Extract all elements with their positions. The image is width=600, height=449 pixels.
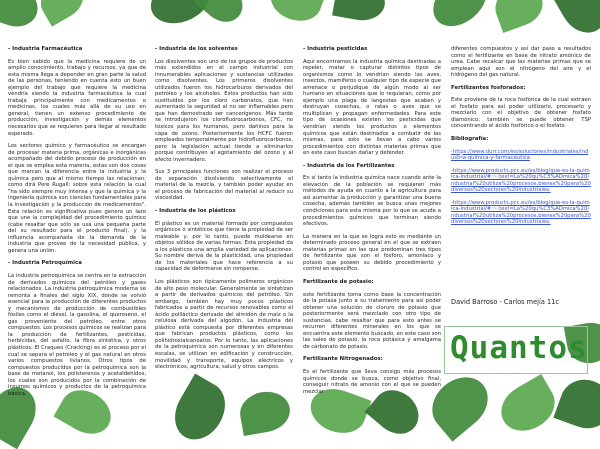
heading-potasio: Fertilizante de potasio: xyxy=(303,278,374,285)
paragraph: En sí tanto la industria química nace cuando ante la elevación de la población se requieren más métodos de ayuda en cuanto a la agricultura para así aumentar la producción y garantizar una buena cosecha, además también se busca unas mejores condiciones para esta misma por lo que se acude a procedimientos químicos que terminan siendo efectivos. xyxy=(303,175,441,228)
bibliography-link-3[interactable]: -https://www.products.pcc.eu/es/blog/que-es-la-quimica-industrial/#:~:text=La%20qu%C3%ADmica%20industrial%20utiliza%20procesos,bienes%20para%20diversos%20sectores%20industriales. xyxy=(451,199,591,226)
paragraph: La industria petroquímica se centra en la extracción de derivados químicos del petróleo y gases relacionados. La industria petroquímica moderna se remonta a finales del siglo XIX, donde se volvió esencial para la producción de diferentes productos y mecanismos de producción de combustibles fósiles como el diésel, la gasolina, el queroseno, el gas proveniente del petróleo, entre otros compuestos. Los procesos químicos se realizan para la producción de fertilizantes, pesticidas, herbicidas, del asfalto, la fibra sintética, y otros plásticos. El Craqueo (Cracking) es el proceso por el cual se separa el petróleo y el gas natural en otros varios compuestos livianos. Otros tipos de compuestos producidos por la petroquímica son la base de metanol, los polisterenos y acetaldehídos, los cuales son producidos por la combinación de insumos químicos y productos de la petroquímica básica. xyxy=(8,272,146,397)
paragraph: diferentes compuestos y así dar paso a resultados como el fertilizante en base de nitrato amónico de urea. Cabe recalcar que las materias primas que se emplean aquí son el nitrógeno del aire y el hidrógeno del gas natural. xyxy=(451,46,591,79)
heading-petroquimica: - Industria Petroquímica xyxy=(8,260,82,267)
column-3 xyxy=(303,46,441,401)
paragraph: este fertilizante toma como base la concentración de la potasa junto a su tratamiento para así poder obtener una solución de cloruro de potasio que posteriormente será mezclado con otro tipo de sustancias, cabe resaltar que para esto antes se recurren diferentes minerales en los que se encuentra este elemento buscado, en este caso son las sales de potasio, la roca potásica y amalgama de carbonato de potasio. xyxy=(303,291,441,350)
column-4 xyxy=(451,46,591,232)
heading-pesticidas: - Industria pesticidas xyxy=(303,46,368,52)
heading-plasticos: - Industria de los plásticos xyxy=(155,208,236,215)
heading-solventes: - Industria de los solventes xyxy=(155,46,238,52)
brand-logo: Quantos xyxy=(450,330,588,366)
heading-fosforados: Fertilizantes fosforados: xyxy=(451,84,526,91)
paragraph: Los plásticos son típicamente polímeros orgánicos de alto peso molecular. Generalmente se sintetizan a partir de derivados químicos del petróleo. Sin embargo, también hay muy pocos plásticos fabricados a partir de recursos renovables como el ácido poliláctico derivado del almidón de maíz o la celulosa derivada del algodón. La industria del plástico está compuesta por diferentes empresas que fabrican productos plásticos, como los polihidroxialcanoatos. Por lo tanto, las aplicaciones de la petroquímica son numerosas y en diferentes escalas, se utilizan en edificación y construcción, movilidad y transporte, equipos eléctricos y electrónicos, agricultura, salud y otros campos. xyxy=(155,278,293,371)
paragraph: Este proviene de la roca fosfórica de la cual extraen el fosfato para así poder utilizarlo, procesarlo y mezclarlo con el objetivo de obtener fosfato diamónico; también se puede obtener TSP concentrando el ácido fosfórico o el fosfato. xyxy=(451,97,591,130)
paragraph: Aquí encontramos la industria química destinadas a repeler, matar o capturar distintos tipos de organismos como lo vendrían siendo las aves, insectos, mamíferos o cualquier tipo de especie que amenace o perjudique de algún modo al ser humano en situaciones que lo requieran, como por ejemplo una plaga de langostas que acaben y destruyan cosechas, o ratas o aves que se multiplican y propagan enfermedades. Para este tipo de ocasiones existen los pesticidas que vendrían siendo los productos o elementos químicos que están destinados a combatir de las mismas, para esto se llevan a cabo varios procedimientos con distintas materias primas que en este caso buscan dañar y defender. xyxy=(303,58,441,157)
paragraph: El plástico es un material formado por compuestos orgánicos o sintéticos que tiene la propiedad de ser maleable y, por lo tanto, puede moldearse en objetos sólidos de varias formas. Esta propiedad da a los plásticos una amplia variedad de aplicaciones. Su nombre deriva de la plasticidad, una propiedad de los materiales que hace referencia a su capacidad de deformarse sin romperse. xyxy=(155,220,293,273)
column-1 xyxy=(8,46,146,403)
paragraph: La manera en la que se logra esto es mediante un determinado proceso general en el que se extraen materias primas en las que predominan tres tipos de fertilizante que son el fósforo, amoníaco y potasio que poseen su debido procedimiento y control en específico. xyxy=(303,233,441,273)
heading-fertilizantes: - Industria de los Fertilizantes xyxy=(303,162,395,169)
paragraph: Es bien sabido que la medicina requiere de un amplio conocimiento, trabajo y recursos, ya que de esta misma llega a depender en gran parte la salud de las personas, teniendo en cuenta esto un buen ejemplo del trabajo que requiere la medicina vendría siendo la industria farmacéutica la cual trabaja principalmente con medicamentos o medicinas, los cuales más allá de su uso en general, tienen un extenso procedimiento de producción, investigación y demás elementos necesarios que se requieren para llegar al resultado esperado. xyxy=(8,58,146,137)
heading-farmaceutica: - Industria Farmacéutica xyxy=(8,46,83,52)
heading-bibliografia: Bibliografía: xyxy=(451,136,489,143)
authors: David Barroso - Carlos mejía 11c xyxy=(451,298,559,306)
column-2 xyxy=(155,46,293,377)
paragraph: Los disolventes son uno de los grupos de productos más extendidos en el campo industrial con innumerables aplicaciones y sustancias utilizadas como disolventes. Los primeros disolventes utilizados fueron los hidrocarburos derivados del petróleo y los alcoholes. Estos productos han sido sustituidos por los cloro carbonatos, que han aumentado la seguridad al no ser inflamables pero que han demostrado ser cancerígenos. Más tarde se introdujeron los clorofluorocarbonos, CFC, no tóxicos para los humanos, pero dañinos para la capa de ozono. Posteriormente los HCFC fueron empleados temporalmente por hidrofluorocarbonos, pero la legislación actual tiende a eliminarlos porque contribuyen al agotamiento del ozono y al efecto invernadero. xyxy=(155,58,293,163)
bibliography-link-2[interactable]: -https://www.products.pcc.eu/es/blog/que-es-la-quimica-industrial/#:~:text=La%20qu%C3%ADmica%20industrial%20utiliza%20procesos,bienes%20para%20diversos%20sectores%20industriales. xyxy=(451,167,591,194)
heading-nitrogenados: Fertilizante Nitrogenados: xyxy=(303,356,383,363)
paragraph: Sus 3 principales funciones son realizar el proceso de separación disolviendo selectivamente el material de la mezcla, y también poder ayudar en el proceso de fabricación del material al reducir su viscosidad. xyxy=(155,169,293,202)
paragraph: Es el fertilizante que lleva consigo más procesos químicos donde se busca, como objetivo final, conseguir nitrato de amonio con el que se pueden mezclar xyxy=(303,368,441,395)
paragraph: Los sectores químico y farmacéutico se encargan de procesar materia prima, orgánicas e inorgánicas acompañado del debido proceso de producción en el que se emplea esta materia, estas son dos cosas que marcan la diferencia entre la industria y la química pero que al mismo tiempo las relacionan; como dirá Pere Rugall: sobre esta relación la cual "ha sido siempre muy intensa y que la química y la ingeniería química son ciencias fundamentales para la investigación y la producción de medicamentos". Esta relación es significativa pues genera un lazo que une la complejidad del procedimiento químico (cabe resaltar que sólo se usa una pequeña parte del su resultado para el producto final), y la influencia acompañada de la demanda de la industria que provee de la necesidad pública, y genera una unión. xyxy=(8,143,146,254)
bibliography-link-1[interactable]: -https://www.durr.com/es/soluciones/industriales/industria-quimica-y-farmaceutica xyxy=(451,148,589,162)
